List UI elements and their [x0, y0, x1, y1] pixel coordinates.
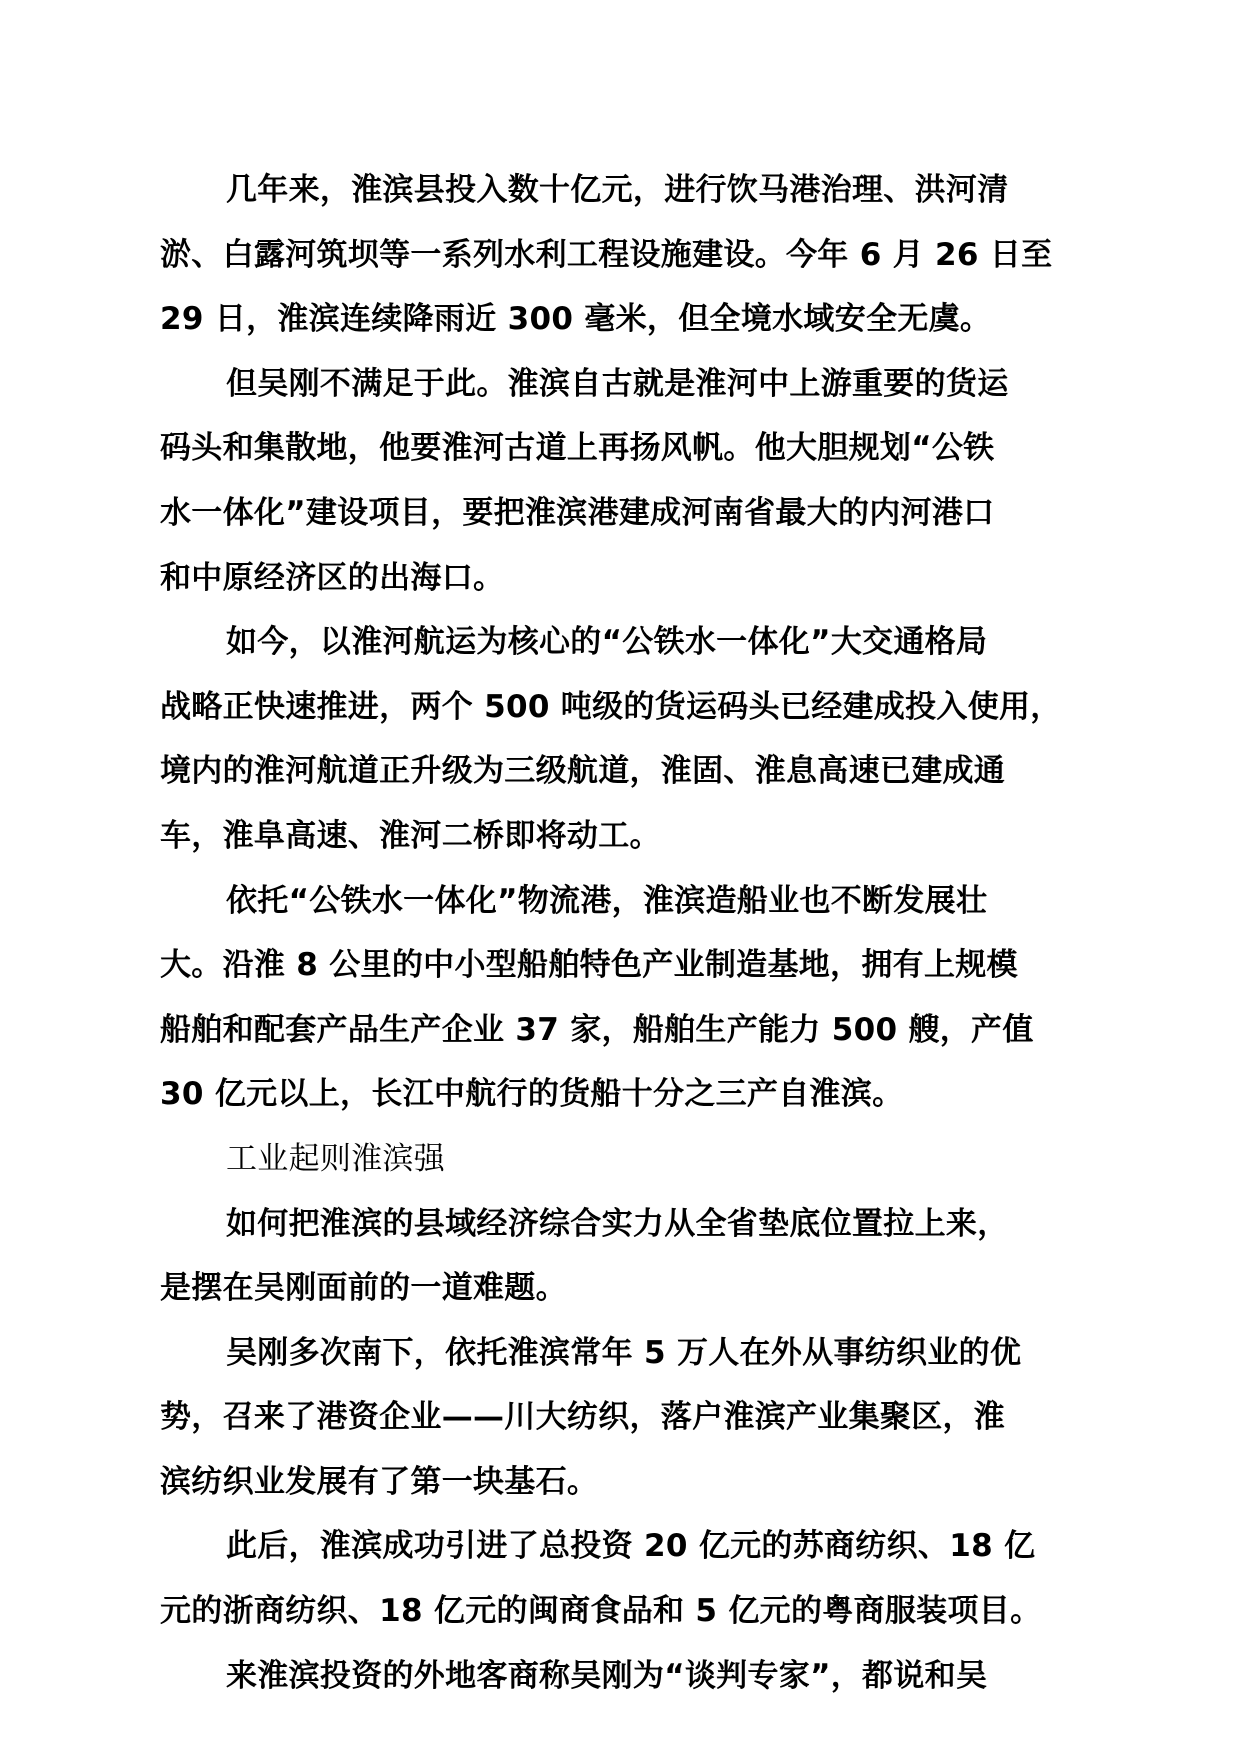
text-line: 29 日，淮滨连续降雨近 300 毫米，但全境水域安全无虞。 — [160, 301, 992, 338]
text-line: 战略正快速推进，两个 500 吨级的货运码头已经建成投入使用， — [160, 688, 1062, 725]
section-heading — [160, 1127, 1100, 1192]
text-line: 此后，淮滨成功引进了总投资 20 亿元的苏商纺织、18 亿 — [226, 1528, 1036, 1565]
text-line: 吴刚多次南下，依托淮滨常年 5 万人在外从事纺织业的优 — [226, 1334, 1022, 1371]
text-line: 大。沿淮 8 公里的中小型船舶特色产业制造基地，拥有上规模 — [160, 947, 1018, 984]
text-line: 车，淮阜高速、淮河二桥即将动工。 — [160, 817, 661, 854]
text-line: 势，召来了港资企业——川大纺织，落户淮滨产业集聚区，淮 — [160, 1399, 1006, 1436]
text-line: 滨纺织业发展有了第一块基石。 — [160, 1463, 599, 1500]
paragraph-shipbuilding — [160, 869, 1100, 1127]
paragraph-negotiator — [160, 1644, 1100, 1709]
paragraph-water-projects — [160, 158, 1100, 352]
text-line: 船舶和配套产品生产企业 37 家，船舶生产能力 500 艘，产值 — [160, 1011, 1034, 1048]
paragraph-economy-challenge — [160, 1192, 1100, 1321]
text-line: 码头和集散地，他要淮河古道上再扬风帆。他大胆规划“公铁 — [160, 430, 995, 467]
text-line: 和中原经济区的出海口。 — [160, 559, 505, 596]
document-body — [160, 158, 1100, 1708]
text-line: 依托“公铁水一体化”物流港，淮滨造船业也不断发展壮 — [226, 882, 988, 919]
text-line: 30 亿元以上，长江中航行的货船十分之三产自淮滨。 — [160, 1076, 904, 1113]
section-heading-text: 工业起则淮滨强 — [226, 1140, 446, 1177]
paragraph-investment — [160, 1514, 1100, 1643]
paragraph-port-plan — [160, 352, 1100, 610]
text-line: 元的浙商纺织、18 亿元的闽商食品和 5 亿元的粤商服装项目。 — [160, 1593, 1042, 1630]
text-line: 但吴刚不满足于此。淮滨自古就是淮河中上游重要的货运 — [226, 365, 1009, 402]
text-line: 水一体化”建设项目，要把淮滨港建成河南省最大的内河港口 — [160, 494, 995, 531]
text-line: 来淮滨投资的外地客商称吴刚为“谈判专家”，都说和吴 — [226, 1657, 988, 1694]
text-line: 几年来，淮滨县投入数十亿元，进行饮马港治理、洪河清 — [226, 172, 1009, 208]
text-line: 淤、白露河筑坝等一系列水利工程设施建设。今年 6 月 26 日至 — [160, 236, 1053, 273]
paragraph-textile-start — [160, 1321, 1100, 1515]
paragraph-transport-progress — [160, 610, 1100, 868]
text-line: 境内的淮河航道正升级为三级航道，淮固、淮息高速已建成通 — [160, 753, 1006, 790]
text-line: 如今，以淮河航运为核心的“公铁水一体化”大交通格局 — [226, 624, 988, 661]
text-line: 是摆在吴刚面前的一道难题。 — [160, 1270, 567, 1307]
text-line: 如何把淮滨的县域经济综合实力从全省垫底位置拉上来， — [226, 1205, 1009, 1242]
